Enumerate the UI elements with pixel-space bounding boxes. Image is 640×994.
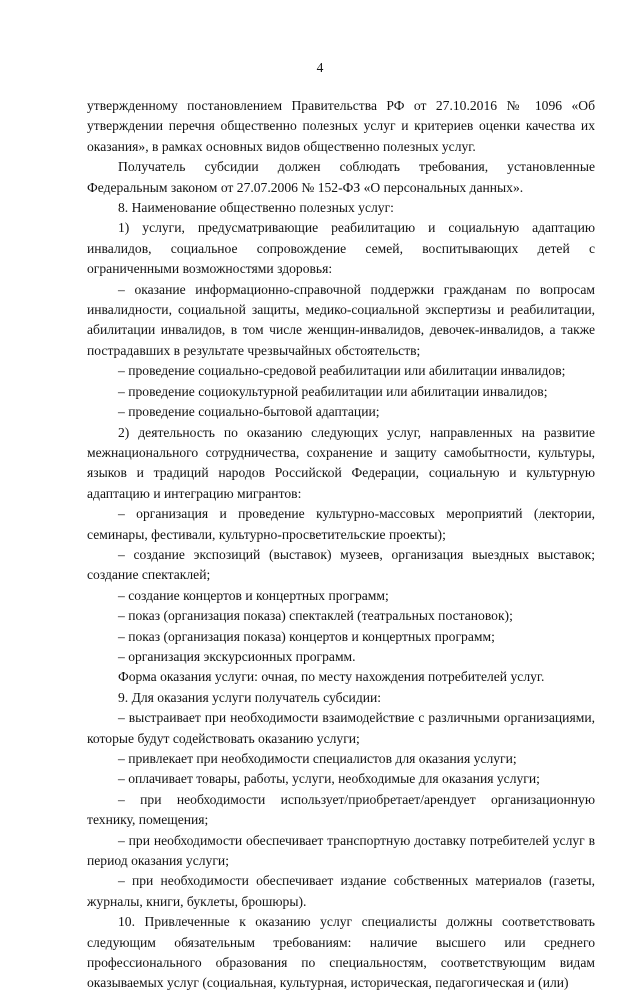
paragraph-p-form: Форма оказания услуги: очная, по месту нахождения потребителей услуг. (118, 669, 545, 685)
paragraph-p-8-1-c: – проведение социокультурной реабилитации или абилитации инвалидов; (118, 383, 548, 399)
paragraph-p-8-1-d: – проведение социально-бытовой адаптации; (118, 404, 380, 420)
paragraph-p-8-1-b: – проведение социально-средовой реабилитации или абилитации инвалидов; (118, 363, 566, 379)
paragraph-p-cont: утвержденному постановлением Правительства РФ от 27.10.2016 № 1096 «Об утверждении перечня общественно полезных услуг и критериев оценки качества их оказания», в рамках основных видов общественно полезных услуг. (87, 98, 595, 154)
paragraph-p-9-c: – оплачивает товары, работы, услуги, необходимые для оказания услуги; (118, 771, 540, 787)
paragraph-p-recipient: Получатель субсидии должен соблюдать требования, установленные Федеральным законом от 27.07.2006 № 152-ФЗ «О персональных данных». (87, 159, 595, 195)
paragraph-p-8-2-b: – создание экспозиций (выставок) музеев, организация выездных выставок; создание спектаклей; (87, 546, 595, 583)
paragraph-p-9: 9. Для оказания услуги получатель субсидии: (118, 689, 382, 705)
paragraph-p-10: 10. Привлеченные к оказанию услуг специалисты должны соответствовать следующим обязательным требованиям: наличие высшего или среднего профессионального образования по специальностям, соответствующим видам оказываемых услуг (социальная, культурная, историческая, педагогическая и (или) (87, 914, 595, 991)
page-number: 4 (316, 60, 324, 75)
paragraph-p-9-d: – при необходимости использует/приобретает/арендует организационную технику, помещения; (87, 791, 595, 828)
paragraph-p-8-1-a: – оказание информационно-справочной поддержки гражданам по вопросам инвалидности, социальной защиты, медико-социальной экспертизы и реабилитации, абилитации инвалидов, в том числе женщин-инвалидов, девочек-инвалидов, а также пострадавших в результате чрезвычайных обстоятельств; (87, 281, 595, 358)
paragraph-p-8-2-d: – показ (организация показа) спектаклей (театральных постановок); (118, 608, 513, 624)
paragraph-p-8-2: 2) деятельность по оказанию следующих услуг, направленных на развитие межнационального сотрудничества, сохранение и защиту самобытности, культуры, языков и традиций народов Российской Федерации, социальную и культурную адаптацию и интеграцию мигрантов: (87, 424, 595, 501)
paragraph-p-8-2-a: – организация и проведение культурно-массовых мероприятий (лектории, семинары, фестивали, культурно-просветительские проекты); (87, 506, 595, 542)
paragraph-p-9-b: – привлекает при необходимости специалистов для оказания услуги; (118, 751, 517, 766)
paragraph-p-9-a: – выстраивает при необходимости взаимодействие с различными организациями, которые будут содействовать оказанию услуги; (87, 710, 595, 746)
paragraph-p-9-e: – при необходимости обеспечивает транспортную доставку потребителей услуг в период оказания услуги; (87, 832, 595, 869)
paragraph-p-8-2-c: – создание концертов и концертных программ; (118, 587, 389, 603)
paragraph-p-9-f: – при необходимости обеспечивает издание собственных материалов (газеты, журналы, книги, буклеты, брошюры). (87, 873, 595, 909)
paragraph-p-8: 8. Наименование общественно полезных услуг: (118, 200, 394, 216)
document-body (87, 96, 595, 994)
paragraph-p-8-2-e: – показ (организация показа) концертов и концертных программ; (118, 628, 495, 644)
paragraph-p-8-1: 1) услуги, предусматривающие реабилитацию и социальную адаптацию инвалидов, социальное сопровождение семей, воспитывающих детей с ограниченными возможностями здоровья: (87, 220, 595, 277)
paragraph-p-8-2-f: – организация экскурсионных программ. (118, 648, 356, 664)
